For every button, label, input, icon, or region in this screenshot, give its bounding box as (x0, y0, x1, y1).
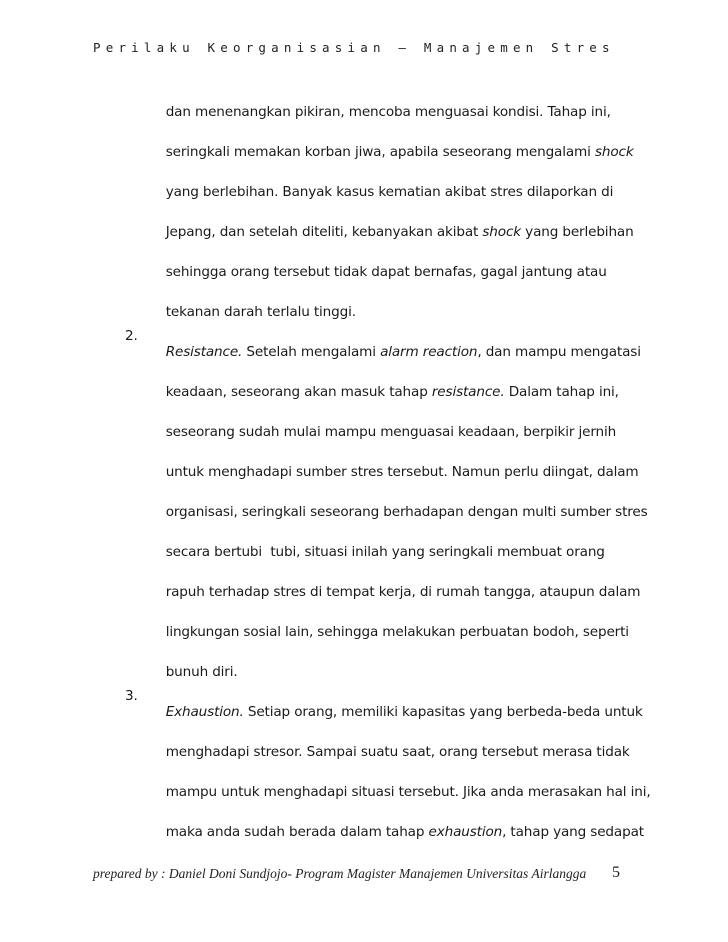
page-number: 5 (612, 864, 620, 881)
text-line: Exhaustion. Setiap orang, memiliki kapasitas yang berbeda-beda untuk (165, 704, 643, 720)
running-header: Perilaku Keorganisasian – Manajemen Stres (93, 40, 615, 55)
text-line: sehingga orang tersebut tidak dapat bernafas, gagal jantung atau (165, 264, 607, 280)
italic-term: resistance. (431, 384, 505, 400)
list-number: 2. (125, 328, 138, 344)
text-line: seseorang sudah mulai mampu menguasai keadaan, berpikir jernih (165, 424, 617, 440)
text-line: lingkungan sosial lain, sehingga melakukan perbuatan bodoh, seperti (165, 624, 629, 640)
footer-credit: prepared by : Daniel Doni Sundjojo- Program Magister Manajemen Universitas Airlangga (93, 866, 587, 881)
list-number: 3. (125, 688, 138, 704)
text-line: mampu untuk menghadapi situasi tersebut. Jika anda merasakan hal ini, (165, 784, 651, 800)
italic-term: shock (594, 144, 634, 160)
text-line: dan menenangkan pikiran, mencoba menguasai kondisi. Tahap ini, (165, 104, 611, 120)
text-line: untuk menghadapi sumber stres tersebut. Namun perlu diingat, dalam (165, 464, 639, 480)
italic-term: shock (482, 224, 521, 240)
italic-term: Exhaustion. (165, 704, 244, 720)
text-line: rapuh terhadap stres di tempat kerja, di rumah tangga, ataupun dalam (165, 584, 641, 600)
text-line: secara bertubi tubi, situasi inilah yang seringkali membuat orang (165, 544, 605, 560)
italic-term: alarm reaction (380, 344, 478, 360)
text-line: Jepang, dan setelah diteliti, kebanyakan akibat shock yang berlebihan (165, 224, 634, 240)
text-line: yang berlebihan. Banyak kasus kematian akibat stres dilaporkan di (165, 184, 614, 200)
italic-term: exhaustion (428, 824, 503, 840)
text-line: menghadapi stresor. Sampai suatu saat, orang tersebut merasa tidak (165, 744, 630, 760)
text-line: bunuh diri. (165, 664, 238, 680)
text-line: organisasi, seringkali seseorang berhadapan dengan multi sumber stres (165, 504, 648, 520)
text-line: keadaan, seseorang akan masuk tahap resistance. Dalam tahap ini, (165, 384, 619, 400)
text-line: Resistance. Setelah mengalami alarm reaction, dan mampu mengatasi (165, 344, 641, 360)
italic-term: Resistance. (165, 344, 243, 360)
text-line: maka anda sudah berada dalam tahap exhaustion, tahap yang sedapat (165, 824, 644, 840)
text-line: tekanan darah terlalu tinggi. (165, 304, 356, 320)
text-line: seringkali memakan korban jiwa, apabila seseorang mengalami shock (165, 144, 634, 160)
